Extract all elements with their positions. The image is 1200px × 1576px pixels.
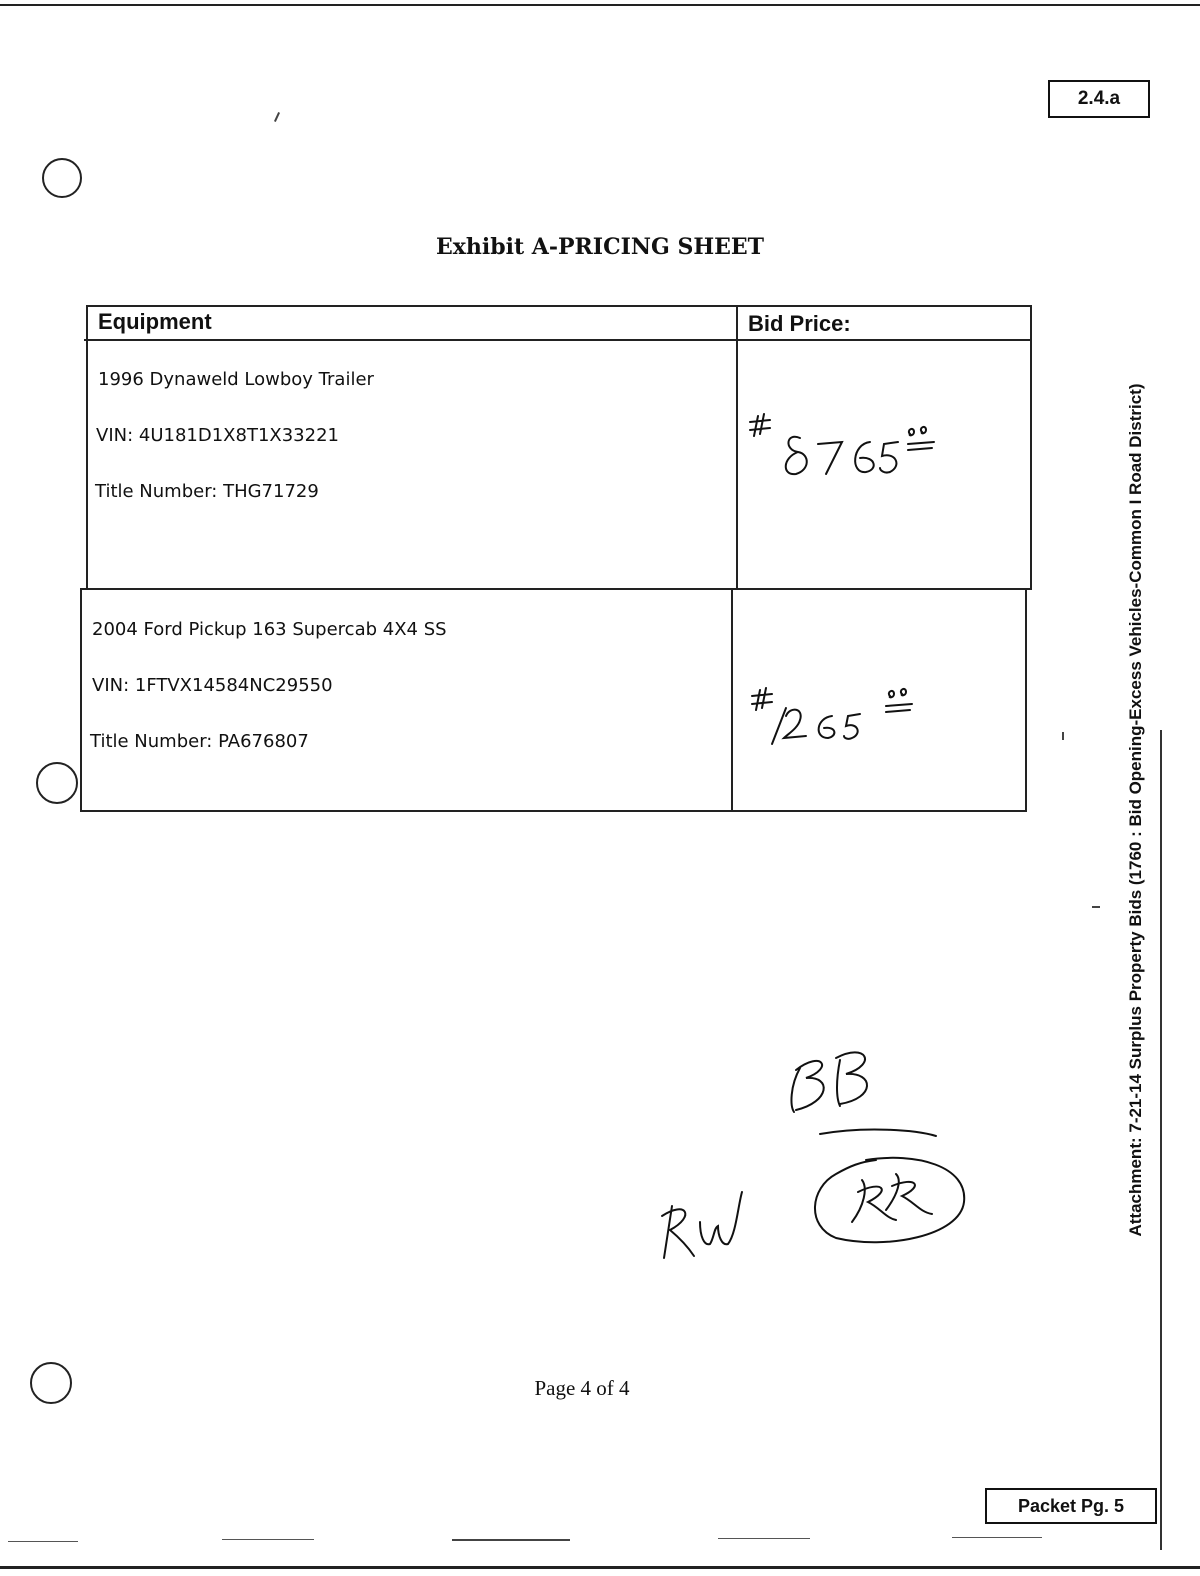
- packet-page-box: Packet Pg. 5: [985, 1488, 1157, 1524]
- right-margin-line: [1160, 730, 1162, 1550]
- scan-mark: [1092, 906, 1100, 908]
- handwritten-initials-rw: [656, 1186, 756, 1271]
- page-number: Page 4 of 4: [534, 1376, 630, 1400]
- table-right-border-upper: [1030, 305, 1032, 590]
- scan-dash-line: [222, 1539, 314, 1540]
- row1-title-number: Title Number: THG71729: [95, 481, 319, 502]
- attachment-side-caption: Attachment: 7-21-14 Surplus Property Bids (1760 : Bid Opening-Excess Vehicles-Common I Road District): [1126, 383, 1145, 1237]
- table-bottom-border: [80, 810, 1026, 812]
- bid-price-column-header: Bid Price:: [748, 311, 851, 336]
- scan-dash-line: [452, 1539, 570, 1541]
- table-row-divider: [82, 588, 1030, 590]
- row2-title-number: Title Number: PA676807: [90, 731, 309, 752]
- bottom-border-line: [0, 1566, 1200, 1569]
- handwritten-circled-initials: [806, 1126, 976, 1261]
- table-left-border-lower: [80, 588, 82, 812]
- row1-vin: VIN: 4U181D1X8T1X33221: [96, 425, 339, 446]
- row2-vin: VIN: 1FTVX14584NC29550: [92, 675, 333, 696]
- row2-description: 2004 Ford Pickup 163 Supercab 4X4 SS: [92, 619, 447, 640]
- page-title: Exhibit A-PRICING SHEET: [435, 234, 765, 260]
- table-right-border-lower: [1025, 588, 1027, 812]
- punch-hole-top: [42, 158, 82, 198]
- handwritten-bid-row1: [748, 408, 948, 493]
- table-column-divider-lower: [731, 588, 733, 812]
- scan-mark: [1062, 732, 1064, 740]
- table-left-border-upper: [86, 305, 88, 590]
- table-top-border: [88, 305, 1032, 307]
- handwritten-initials-bb: [782, 1046, 892, 1123]
- top-border-line: [0, 4, 1200, 6]
- scan-dash-line: [952, 1537, 1042, 1538]
- document-reference-box: 2.4.a: [1048, 80, 1150, 118]
- scan-mark: [274, 112, 280, 122]
- table-header-divider: [84, 339, 1032, 341]
- handwritten-bid-row2: [752, 680, 942, 755]
- equipment-column-header: Equipment: [98, 309, 212, 334]
- punch-hole-middle: [36, 762, 78, 804]
- table-column-divider-upper: [736, 305, 738, 590]
- row1-description: 1996 Dynaweld Lowboy Trailer: [98, 369, 374, 390]
- scan-dash-line: [718, 1538, 810, 1539]
- scan-dash-line: [8, 1541, 78, 1542]
